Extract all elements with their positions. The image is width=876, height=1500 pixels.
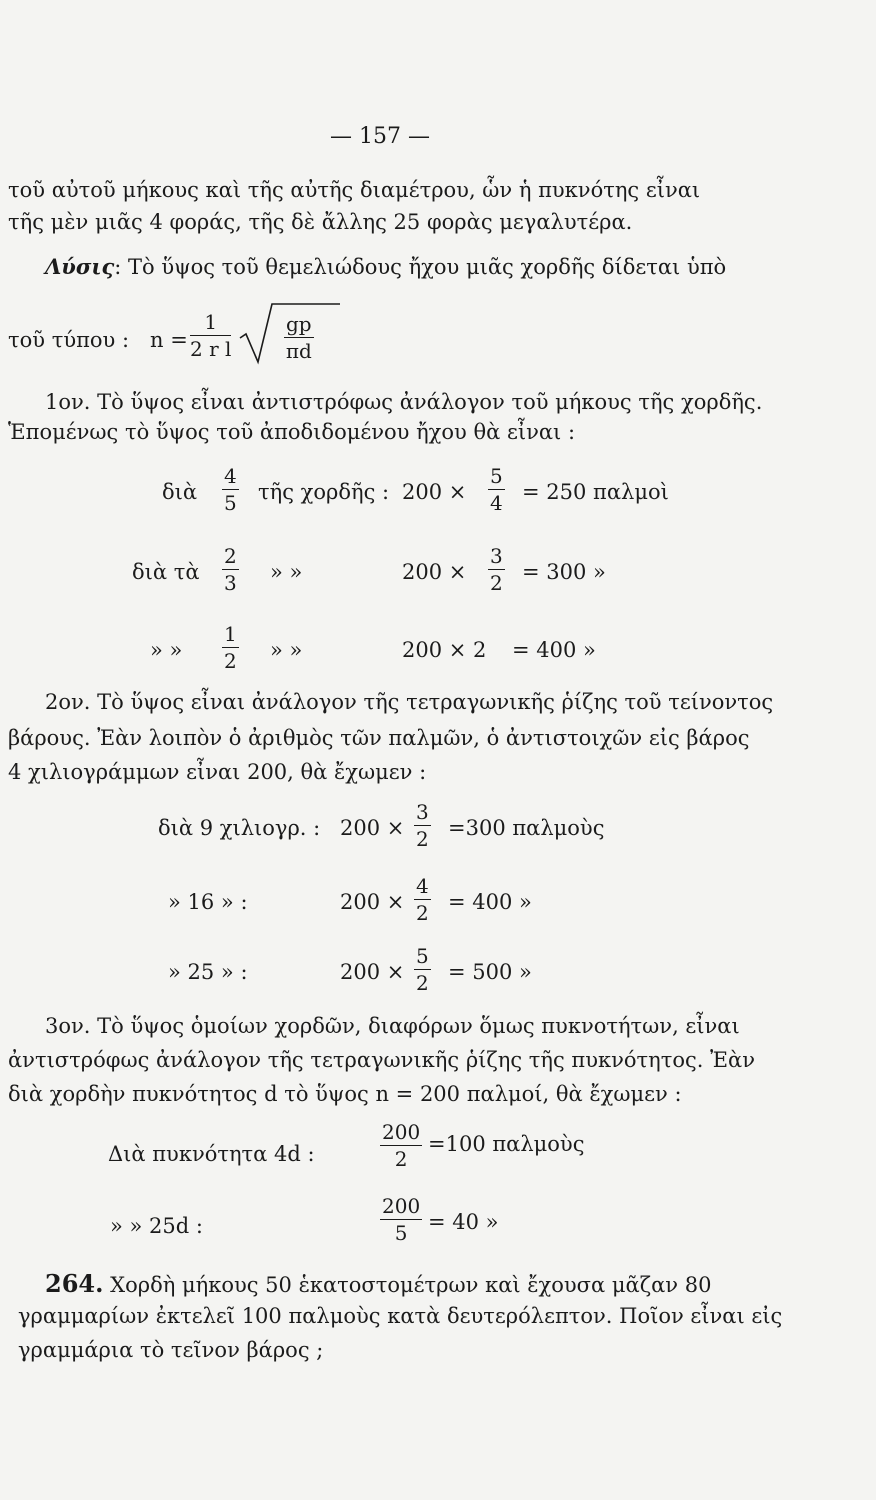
frac-num: 4 [224,464,237,488]
row-ratio [414,946,431,993]
problem-text-1: Χορδὴ μήκους 50 ἑκατοστομέτρων καὶ ἔχουσα μᾶζαν 80 [110,1273,712,1297]
row-result: = 500 » [448,960,532,984]
row-base: 200 × [402,480,467,504]
row-result: = 400 » [512,638,596,662]
row-middle: » » [270,560,303,584]
intro-line-2: τῆς μὲν μιᾶς 4 φοράς, τῆς δὲ ἄλλης 25 φορὰς μεγαλυτέρα. [8,210,633,234]
ratio-num: 3 [416,800,429,824]
ratio-num: 5 [490,464,503,488]
formula-fraction [190,312,231,359]
case2-line-3: 4 χιλιογράμμων εἶναι 200, θὰ ἔχωμεν : [8,760,427,784]
row-result: = 400 » [448,890,532,914]
formula-frac-den: 2 r l [190,337,232,361]
row-fraction [222,624,239,671]
row-base: 200 × [340,960,405,984]
case2-line-1: 2ον. Τὸ ὕψος εἶναι ἀνάλογον τῆς τετραγωνικῆς ῥίζης τοῦ τείνοντος [45,690,774,714]
problem-number: 264. [45,1269,104,1298]
row-ratio [414,876,431,923]
row-label: » » 25d : [110,1214,203,1238]
row-ratio [414,802,431,849]
row-base: 200 × [340,816,405,840]
row-fraction [222,546,239,593]
case3-line-2: ἀντιστρόφως ἀνάλογον τῆς τετραγωνικῆς ῥίζης τῆς πυκνότητος. Ἐὰν [8,1048,755,1072]
frac-den: 2 [394,1147,408,1171]
frac-num: 200 [382,1120,421,1144]
root-fraction [284,314,314,361]
root-den: πd [285,339,312,363]
ratio-den: 2 [490,571,503,595]
row-base: 200 × 2 [402,638,487,662]
row-label: » 16 » : [168,890,248,914]
row-ratio [488,466,505,513]
ratio-num: 5 [416,944,429,968]
ratio-num: 4 [416,874,429,898]
frac-num: 200 [382,1194,421,1218]
frac-den: 5 [394,1221,408,1245]
frac-den: 3 [224,571,237,595]
ratio-den: 2 [416,827,429,851]
row-middle: » » [270,638,303,662]
row-result: =100 παλμοὺς [428,1132,585,1156]
frac-num: 2 [224,544,237,568]
ratio-den: 2 [416,971,429,995]
case3-line-3: διὰ χορδὴν πυκνότητος d τὸ ὕψος n = 200 παλμοί, θὰ ἔχωμεν : [8,1082,682,1106]
problem-line-1 [45,1269,712,1298]
row-label: » 25 » : [168,960,248,984]
formula-lhs: n = [150,328,188,352]
formula-prefix: τοῦ τύπου : [8,328,130,352]
row-label: Διὰ πυκνότητα 4d : [108,1142,315,1166]
row-fraction [380,1196,422,1243]
frac-den: 5 [224,491,237,515]
case2-line-2: βάρους. Ἐὰν λοιπὸν ὁ ἀριθμὸς τῶν παλμῶν, ὁ ἀντιστοιχῶν εἰς βάρος [8,726,750,750]
solution-line [45,256,726,278]
row-middle: τῆς χορδῆς : [258,480,390,504]
page-number: — 157 — [330,124,430,149]
intro-line-1: τοῦ αὐτοῦ μήκους καὶ τῆς αὐτῆς διαμέτρου, ὧν ἡ πυκνότης εἶναι [8,178,701,202]
row-base: 200 × [402,560,467,584]
frac-den: 2 [224,649,237,673]
row-result: =300 παλμοὺς [448,816,605,840]
solution-text: : Τὸ ὕψος τοῦ θεμελιώδους ἤχου μιᾶς χορδῆς δίδεται ὑπὸ [114,255,727,279]
row-fraction [222,466,239,513]
row-result: = 250 παλμοὶ [522,480,669,504]
solution-label: Λύσις [45,254,115,279]
row-label: » » [150,638,183,662]
frac-num: 1 [224,622,237,646]
row-ratio [488,546,505,593]
problem-line-3: γραμμάρια τὸ τεῖνον βάρος ; [18,1338,324,1362]
row-fraction [380,1122,422,1169]
row-base: 200 × [340,890,405,914]
ratio-den: 2 [416,901,429,925]
case3-line-1: 3ον. Τὸ ὕψος ὁμοίων χορδῶν, διαφόρων ὅμως πυκνοτήτων, εἶναι [45,1014,740,1038]
row-result: = 40 » [428,1210,499,1234]
formula-frac-num: 1 [190,312,231,336]
ratio-num: 3 [490,544,503,568]
ratio-den: 4 [490,491,503,515]
row-label: διὰ [162,480,198,504]
case1-line-1: 1ον. Τὸ ὕψος εἶναι ἀντιστρόφως ἀνάλογον τοῦ μήκους τῆς χορδῆς. [45,390,763,414]
root-num: gp [286,312,312,336]
case1-line-2: Ἑπομένως τὸ ὕψος τοῦ ἀποδιδομένου ἤχου θὰ εἶναι : [8,420,576,444]
problem-line-2: γραμμαρίων ἐκτελεῖ 100 παλμοὺς κατὰ δευτερόλεπτον. Ποῖον εἶναι εἰς [18,1304,783,1328]
row-label: διὰ τὰ [132,560,200,584]
row-result: = 300 » [522,560,606,584]
row-label: διὰ 9 χιλιογρ. : [158,816,321,840]
